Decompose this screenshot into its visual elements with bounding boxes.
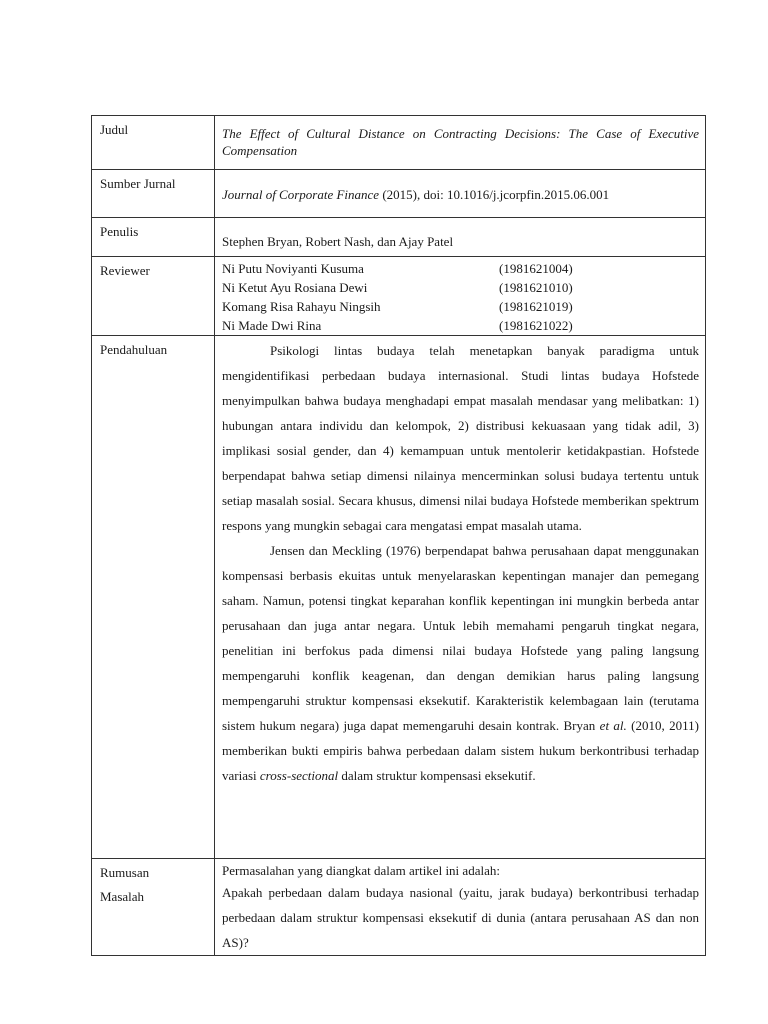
reviewer-name: Komang Risa Rahayu Ningsih: [222, 299, 381, 314]
content-pendahuluan: [215, 336, 706, 859]
row-reviewer: [92, 257, 706, 336]
label-rumusan-line-2: Masalah: [100, 889, 145, 904]
label-rumusan-line-1: Rumusan: [100, 865, 150, 880]
et-al-text: et al.: [599, 718, 627, 733]
reviewer-name: Ni Made Dwi Rina: [222, 318, 322, 333]
content-sumber-jurnal: [215, 170, 706, 218]
content-reviewer: [215, 257, 706, 336]
intro-paragraph-2: [222, 538, 699, 788]
reviewer-item: [222, 297, 699, 316]
row-penulis: [92, 218, 706, 257]
research-question: Apakah perbedaan dalam budaya nasional (yaitu, jarak budaya) berkontribusi terhadap perbedaan dalam struktur kompensasi eksekutif di dunia (antara perusahaan AS dan non AS)?: [222, 885, 699, 950]
content-rumusan-masalah: [215, 859, 706, 956]
journal-name: Journal of Corporate Finance: [222, 187, 380, 202]
label-sumber-jurnal: Sumber Jurnal: [92, 170, 215, 218]
reviewer-item: [222, 316, 699, 335]
authors: Stephen Bryan, Robert Nash, dan Ajay Patel: [222, 234, 454, 249]
reviewer-id: (1981621022): [499, 318, 573, 333]
intro-paragraph-2-part-a: Jensen dan Meckling (1976) berpendapat bahwa perusahaan dapat menggunakan kompensasi berbasis ekuitas untuk menyelaraskan kepentingan manajer dan pemegang saham. Namun, potensi tingkat keparahan konflik kepentingan ini mungkin berbeda antar perusahaan dan juga antar negara. Untuk lebih memahami pengaruh tingkat negara, penelitian ini berfokus pada dimensi nilai budaya Hofstede yang paling langsung mempengaruhi konflik keagenan, dan dengan demikian harus paling langsung mempengaruhi struktur kompensasi eksekutif. Karakteristik kelembagaan lain (terutama sistem hukum negara) juga dapat memengaruhi desain kontrak. Bryan: [222, 543, 699, 733]
row-rumusan-masalah: [92, 859, 706, 956]
journal-source: [222, 186, 699, 204]
reviewer-name: Ni Ketut Ayu Rosiana Dewi: [222, 280, 368, 295]
intro-paragraph-2-part-b: (2010, 2011) memberikan bukti empiris bahwa perbedaan dalam sistem hukum berkontribusi terhadap variasi: [222, 718, 699, 783]
cross-sectional-text: cross-sectional: [259, 768, 339, 783]
journal-details: (2015), doi: 10.1016/j.jcorpfin.2015.06.001: [379, 187, 610, 202]
article-title: The Effect of Cultural Distance on Contracting Decisions: The Case of Executive Compensation: [222, 126, 699, 158]
problem-intro: Permasalahan yang diangkat dalam artikel ini adalah:: [222, 863, 500, 878]
reviewer-id: (1981621019): [499, 299, 573, 314]
label-rumusan-masalah: [92, 859, 215, 956]
reviewer-id: (1981621010): [499, 280, 573, 295]
content-penulis: [215, 218, 706, 257]
review-table: [91, 115, 706, 956]
row-sumber-jurnal: [92, 170, 706, 218]
intro-paragraph-1: Psikologi lintas budaya telah menetapkan banyak paradigma untuk mengidentifikasi perbedaan budaya internasional. Studi lintas budaya Hofstede menyimpulkan bahwa budaya menghadapi empat masalah mendasar yang melibatkan: 1) hubungan antara individu dan kelompok, 2) distribusi kekuasaan yang tidak adil, 3) implikasi sosial gender, dan 4) kemampuan untuk mentolerir ketidakpastian. Hofstede berpendapat bahwa setiap dimensi nilainya mencerminkan solusi budaya tertentu untuk setiap masalah sosial. Secara khusus, dimensi nilai budaya Hofstede memberikan spektrum respons yang mungkin sebagai cara mengatasi empat masalah utama.: [222, 343, 699, 533]
intro-paragraph-2-part-c: dalam struktur kompensasi eksekutif.: [338, 768, 536, 783]
row-pendahuluan: [92, 336, 706, 859]
reviewer-id: (1981621004): [499, 261, 573, 276]
label-pendahuluan: Pendahuluan: [92, 336, 215, 859]
content-judul: [215, 116, 706, 170]
label-penulis: Penulis: [92, 218, 215, 257]
reviewer-name: Ni Putu Noviyanti Kusuma: [222, 261, 364, 276]
reviewer-item: [222, 278, 699, 297]
row-judul: [92, 116, 706, 170]
reviewer-item: [222, 259, 699, 278]
label-judul: Judul: [92, 116, 215, 170]
label-reviewer: Reviewer: [92, 257, 215, 336]
